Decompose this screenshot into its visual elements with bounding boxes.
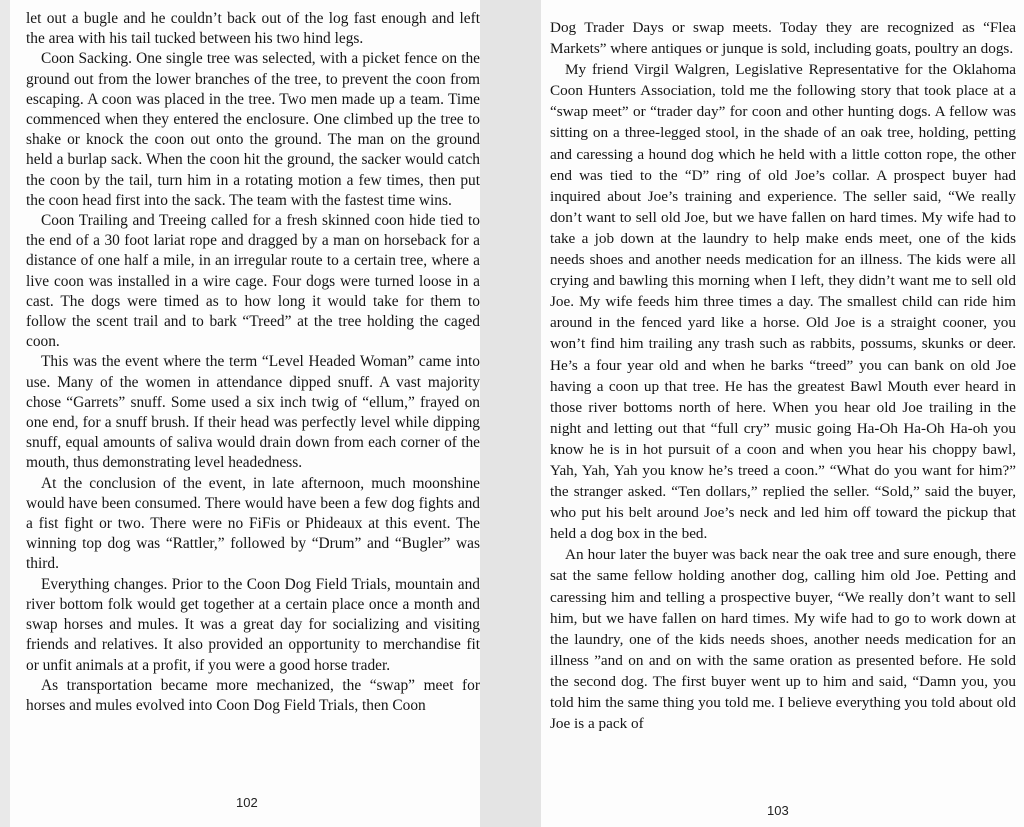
right-page-text [550, 17, 1016, 734]
page-number: 103 [767, 803, 789, 818]
page-number: 102 [236, 795, 258, 810]
paragraph: At the conclusion of the event, in late afternoon, much moonshine would have been consumed. There would have been a few dog fights and a fist fight or two. There were no FiFis or Phideaux at this event. The winning top dog was “Rattler,” followed by “Drum” and “Bugler” was third. [26, 474, 480, 573]
paragraph: Everything changes. Prior to the Coon Dog Field Trials, mountain and river bottom folk would get together at a certain place once a month and swap horses and mules. It was a great day for socializing and visiting friends and relatives. It also provided an opportunity to merchandise fit or unfit animals at a profit, if you were a good horse trader. [26, 575, 480, 674]
paragraph: This was the event where the term “Level Headed Woman” came into use. Many of the women in attendance dipped snuff. A vast majority chose “Garrets” snuff. Some used a six inch twig of “ellum,” frayed on one end, for a snuff brush. If their head was perfectly level while dipping snuff, equal amounts of saliva would drain down from each corner of the mouth, thus demonstrating level headedness. [26, 353, 480, 472]
paragraph: My friend Virgil Walgren, Legislative Representative for the Oklahoma Coon Hunters Association, told me the following story that took place at a “swap meet” or “trader day” for coon and other hunting dogs. A fellow was sitting on a three-legged stool, in the shade of an oak tree, holding, petting and caressing a hound dog which he held with a little cotton rope, the other end was tied to the “D” ring of old Joe’s collar. A prospect buyer had inquired about Joe’s training and experience. The seller said, “We really don’t want to sell old Joe, but we have fallen on hard times. My wife had to take a job down at the laundry to help make ends meet, one of the kids needs shoes and another needs medication for an illness. The kids were all crying and bawling this morning when I left, they didn’t want me to sell old Joe. My wife feeds him three times a day. The smallest child can ride him around in the fenced yard like a horse. Old Joe is a straight cooner, you won’t find him trailing any trash such as rabbits, possums, skunks or deer. He’s a four year old and when he barks “treed” you can bank on old Joe having a coon up that tree. He has the greatest Bawl Mouth ever heard in those river bottoms north of here. When you hear old Joe trailing in the night and letting out that “full cry” music going Ha-Oh Ha-Oh Ha-oh you know he is in hot pursuit of a coon and when you hear his choppy bawl, Yah, Yah, Yah you know he’s treed a coon.” “What do you want for him?” the stranger asked. “Ten dollars,” replied the seller. “Sold,” said the buyer, who put his belt around Joe’s neck and led him off toward the pickup that held a dog box in the bed. [550, 61, 1016, 543]
right-page [541, 0, 1024, 827]
left-page [10, 0, 480, 827]
left-page-text [26, 9, 480, 716]
paragraph: Dog Trader Days or swap meets. Today they are recognized as “Flea Markets” where antiques or junque is sold, including goats, poultry an dogs. [550, 19, 1016, 58]
paragraph: As transportation became more mechanized, the “swap” meet for horses and mules evolved into Coon Dog Field Trials, then Coon [26, 676, 480, 714]
paragraph: Coon Trailing and Treeing called for a fresh skinned coon hide tied to the end of a 30 foot lariat rope and dragged by a man on horseback for a distance of one half a mile, in an irregular route to a certain tree, where a live coon was installed in a wire cage. Four dogs were turned loose in a cast. The dogs were timed as to how long it would take for them to follow the scent trail and to bark “Treed” at the tree holding the caged coon. [26, 212, 480, 351]
book-gutter [480, 0, 541, 827]
paragraph: let out a bugle and he couldn’t back out of the log fast enough and left the area with his tail tucked between his two hind legs. [26, 10, 480, 48]
paragraph: Coon Sacking. One single tree was selected, with a picket fence on the ground out from the lower branches of the tree, to prevent the coon from escaping. A coon was placed in the tree. Two men made up a team. Time commenced when they entered the enclosure. One climbed up the tree to shake or knock the coon out onto the ground. The man on the ground held a burlap sack. When the coon hit the ground, the sacker would catch the coon by the tail, turn him in a rotating motion a few times, then put the coon head first into the sack. The team with the fastest time wins. [26, 50, 480, 209]
paragraph: An hour later the buyer was back near the oak tree and sure enough, there sat the same fellow holding another dog, calling him old Joe. Petting and caressing him and telling a prospective buyer, “We really don’t want to sell him, but we have fallen on hard times. My wife had to go to work down at the laundry, one of the kids needs shoes, another needs medication for an illness ”and on and on with the same oration as presented before. He sold the second dog. The first buyer went up to him and said, “Damn you, you told him the same thing you told me. I believe everything you told about old Joe is a pack of [550, 546, 1016, 733]
